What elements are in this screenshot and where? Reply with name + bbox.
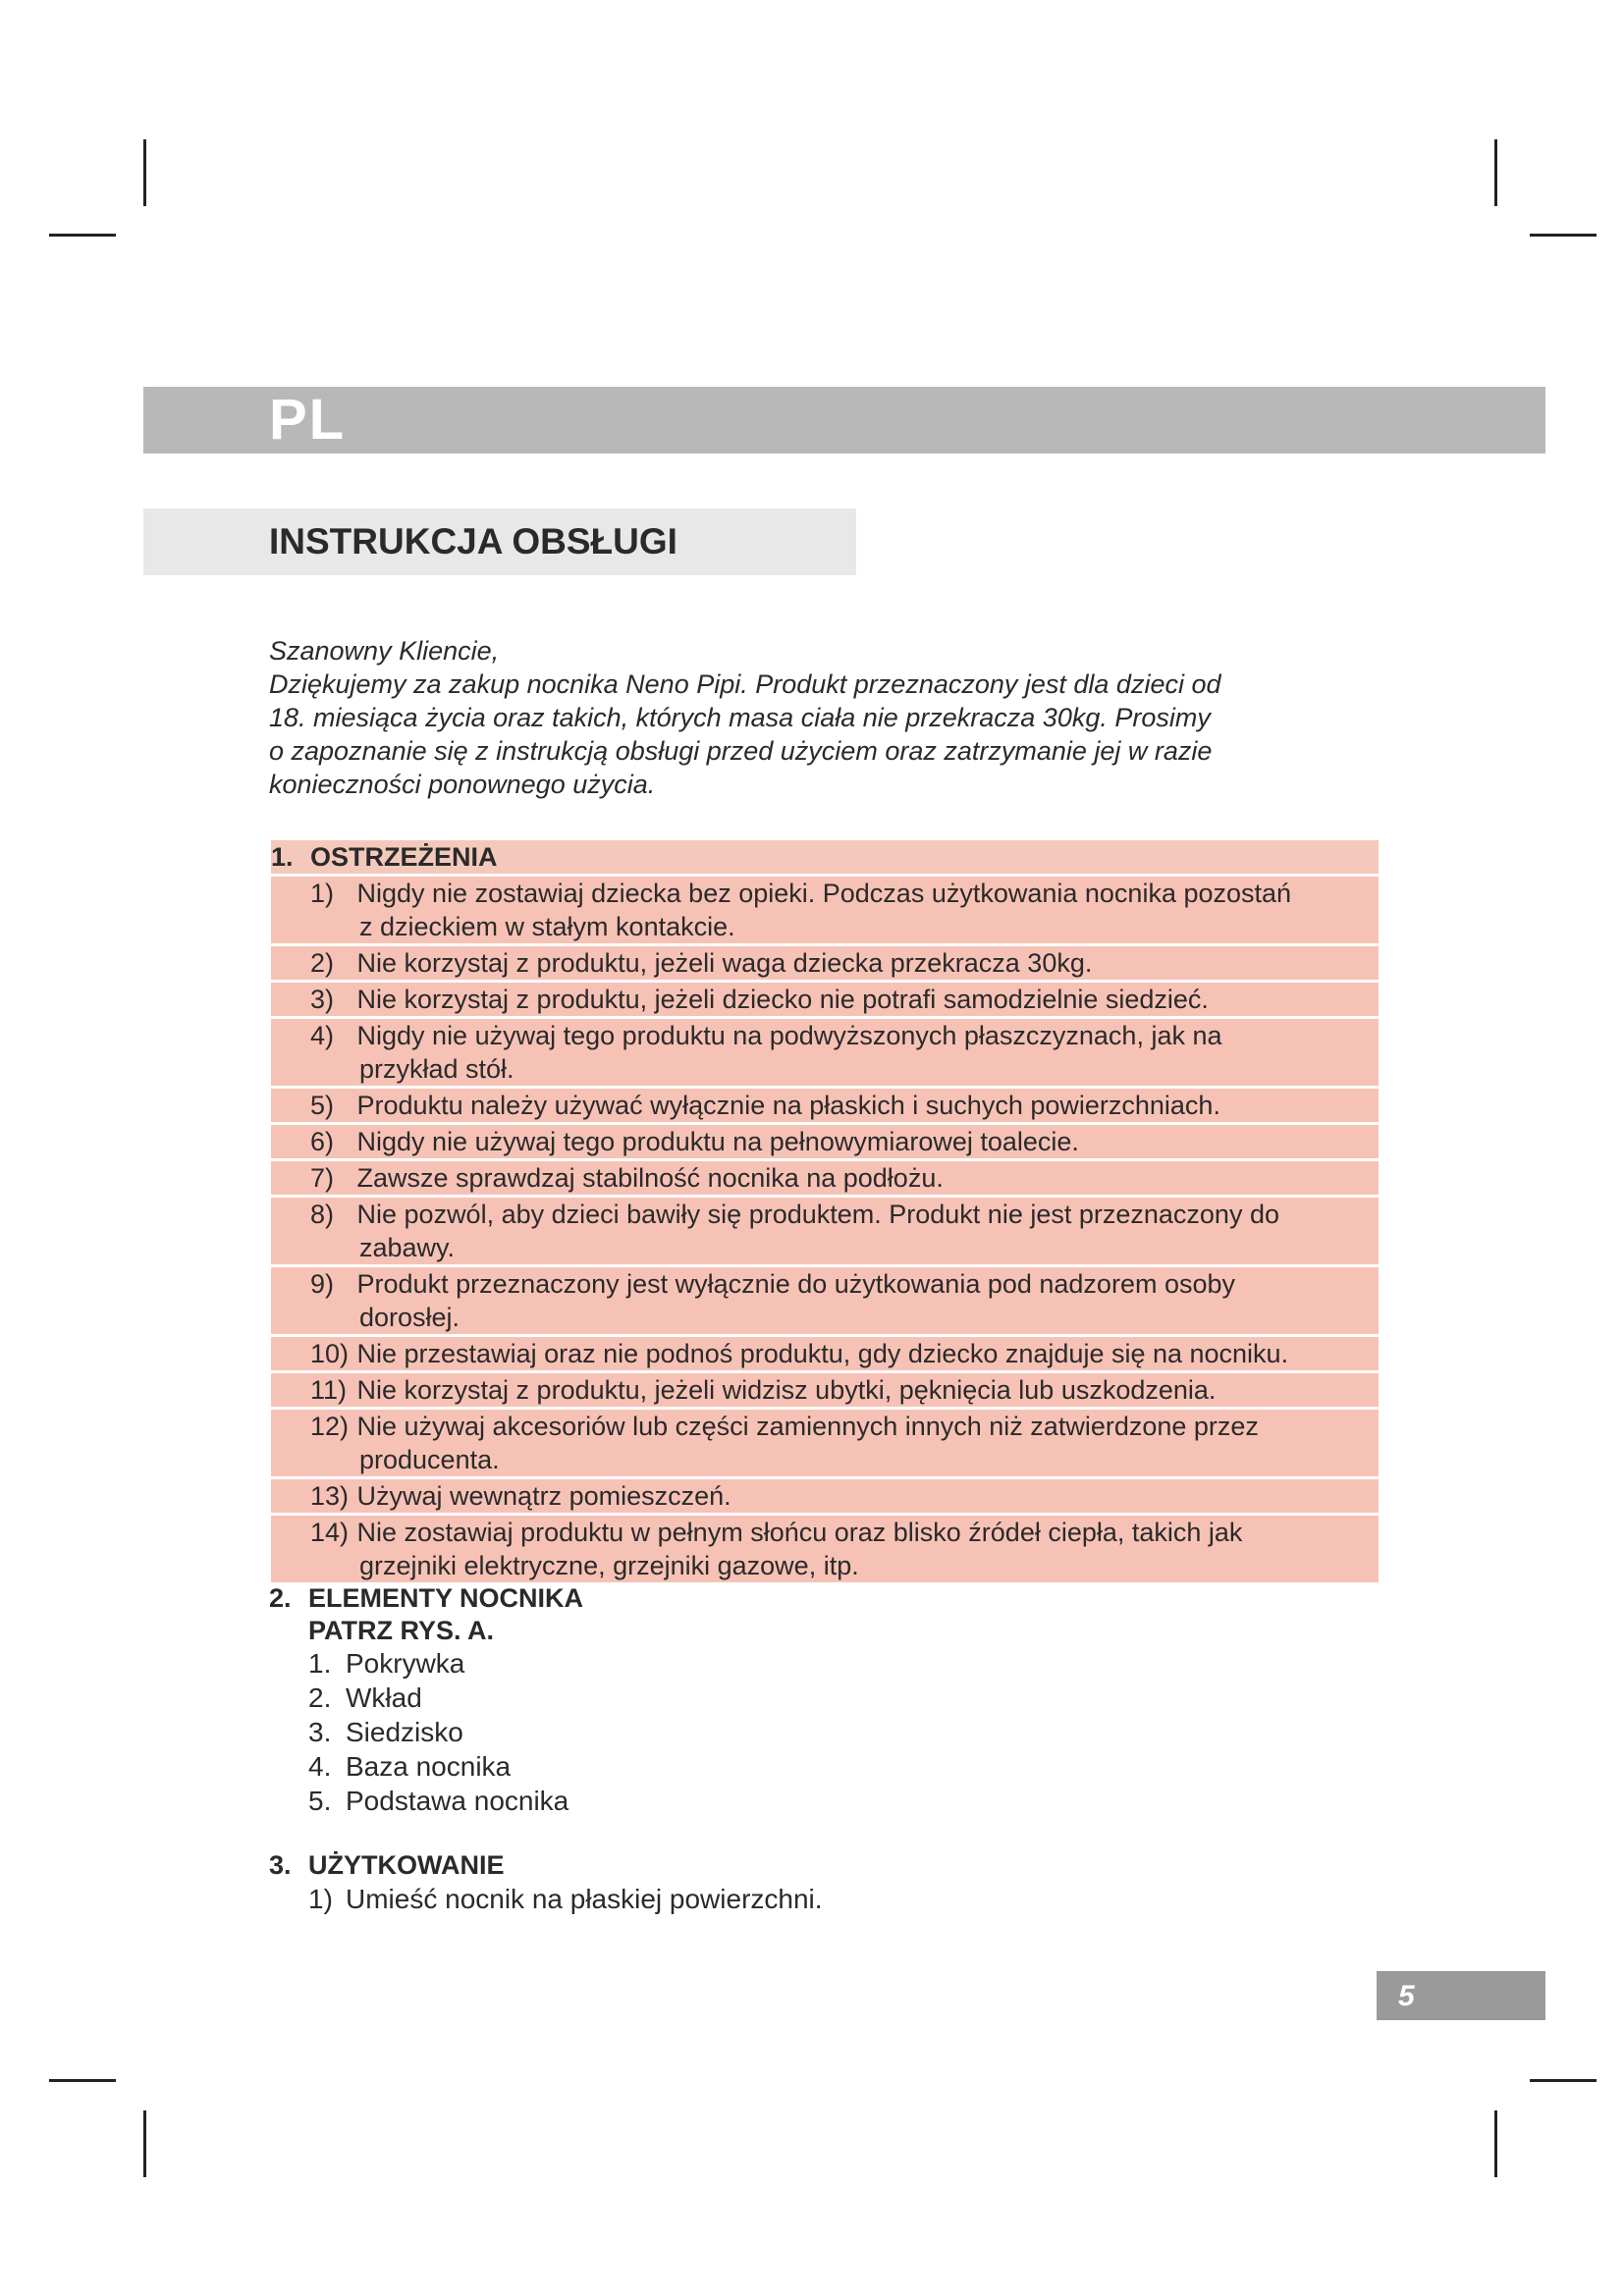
warning-item: [271, 1337, 1379, 1370]
item-text: Umieść nocnik na płaskiej powierzchni.: [346, 1884, 823, 1914]
elements-section: [269, 1582, 583, 1818]
item-text: Pokrywka: [346, 1648, 465, 1679]
warnings-section: [271, 840, 1379, 1582]
intro-line: o zapoznanie się z instrukcją obsługi przed użyciem oraz zatrzymanie jej w razie: [269, 736, 1213, 766]
item-text-cont: przykład stół.: [359, 1054, 514, 1084]
list-item: [269, 1784, 583, 1818]
item-text: Produkt przeznaczony jest wyłącznie do użytkowania pod nadzorem osoby: [356, 1269, 1235, 1299]
item-number: 3.: [308, 1717, 332, 1747]
warning-item: [271, 1019, 1379, 1086]
list-item: [269, 1646, 583, 1681]
item-number: 11): [310, 1375, 348, 1405]
page-title: INSTRUKCJA OBSŁUGI: [269, 521, 677, 561]
warning-item: [271, 1479, 1379, 1513]
warning-item: [271, 1161, 1379, 1195]
warning-item: [271, 877, 1379, 943]
section-title-bar: [143, 508, 856, 575]
page-number-box: [1377, 1971, 1545, 2020]
section-heading: ELEMENTY NOCNIKA: [308, 1583, 584, 1613]
item-text-cont: producenta.: [359, 1445, 500, 1474]
item-number: 3): [310, 985, 335, 1014]
list-item: [269, 1749, 583, 1784]
elements-list: [269, 1646, 583, 1818]
item-number: 4.: [308, 1751, 332, 1782]
section-heading: UŻYTKOWANIE: [308, 1850, 505, 1880]
item-number: 7): [310, 1163, 335, 1193]
item-text: Nie korzystaj z produktu, jeżeli waga dziecka przekracza 30kg.: [356, 948, 1093, 978]
item-text: Podstawa nocnika: [346, 1786, 569, 1816]
crop-mark: [1494, 139, 1497, 206]
warning-item: [271, 1516, 1379, 1582]
item-text: Nie korzystaj z produktu, jeżeli dziecko nie potrafi samodzielnie siedzieć.: [356, 985, 1209, 1014]
item-number: 12): [310, 1412, 350, 1441]
page-number: 5: [1398, 1980, 1415, 2012]
warnings-list: [271, 877, 1379, 1582]
language-bar: [143, 387, 1545, 454]
crop-mark: [1530, 234, 1597, 237]
crop-mark: [143, 2110, 146, 2177]
elements-heading: [269, 1582, 583, 1615]
item-number: 1): [310, 879, 335, 908]
warning-item: [271, 1267, 1379, 1334]
warning-item: [271, 1125, 1379, 1158]
item-number: 9): [310, 1269, 335, 1299]
usage-section: [269, 1849, 823, 1916]
section-number: 2.: [269, 1583, 292, 1613]
item-text: Wkład: [346, 1682, 422, 1713]
warning-item: [271, 1410, 1379, 1476]
item-text-cont: grzejniki elektryczne, grzejniki gazowe, itp.: [359, 1551, 859, 1580]
item-text: Nigdy nie zostawiaj dziecka bez opieki. Podczas użytkowania nocnika pozostań: [356, 879, 1292, 908]
usage-heading: [269, 1849, 823, 1882]
item-number: 5): [310, 1091, 335, 1120]
section-heading: OSTRZEŻENIA: [310, 842, 498, 872]
item-number: 6): [310, 1127, 335, 1156]
warning-item: [271, 1373, 1379, 1407]
item-number: 1.: [308, 1648, 332, 1679]
item-text: Nie używaj akcesoriów lub części zamiennych innych niż zatwierdzone przez: [356, 1412, 1259, 1441]
item-text: Zawsze sprawdzaj stabilność nocnika na podłożu.: [356, 1163, 944, 1193]
warning-item: [271, 1089, 1379, 1122]
figure-reference: PATRZ RYS. A.: [308, 1616, 494, 1645]
list-item: [269, 1715, 583, 1749]
intro-line: 18. miesiąca życia oraz takich, których masa ciała nie przekracza 30kg. Prosimy: [269, 703, 1211, 732]
item-number: 10): [310, 1339, 350, 1368]
list-item: [269, 1681, 583, 1715]
item-text-cont: z dzieckiem w stałym kontakcie.: [359, 912, 735, 941]
item-number: 1): [308, 1884, 333, 1914]
item-number: 14): [310, 1518, 350, 1547]
greeting: Szanowny Kliencie,: [269, 636, 500, 666]
usage-list: [269, 1882, 823, 1916]
item-text-cont: zabawy.: [359, 1233, 456, 1262]
intro-line: konieczności ponownego użycia.: [269, 770, 656, 799]
crop-mark: [1494, 2110, 1497, 2177]
crop-mark: [49, 2079, 116, 2082]
warning-item: [271, 983, 1379, 1016]
item-text: Nie przestawiaj oraz nie podnoś produktu, gdy dziecko znajduje się na nocniku.: [356, 1339, 1289, 1368]
item-number: 5.: [308, 1786, 332, 1816]
warnings-heading: [271, 840, 1379, 874]
item-number: 2): [310, 948, 335, 978]
item-text: Siedzisko: [346, 1717, 463, 1747]
item-number: 4): [310, 1021, 335, 1050]
language-code: PL: [269, 388, 347, 452]
item-text-cont: dorosłej.: [359, 1303, 460, 1332]
item-number: 13): [310, 1481, 350, 1511]
warning-item: [271, 946, 1379, 980]
item-text: Nie zostawiaj produktu w pełnym słońcu oraz blisko źródeł ciepła, takich jak: [356, 1518, 1243, 1547]
crop-mark: [49, 234, 116, 237]
crop-mark: [1530, 2079, 1597, 2082]
item-text: Baza nocnika: [346, 1751, 512, 1782]
item-text: Produktu należy używać wyłącznie na płaskich i suchych powierzchniach.: [356, 1091, 1220, 1120]
section-number: 1.: [271, 842, 294, 872]
item-number: 8): [310, 1200, 335, 1229]
item-text: Nigdy nie używaj tego produktu na podwyższonych płaszczyznach, jak na: [356, 1021, 1222, 1050]
crop-mark: [143, 139, 146, 206]
intro-paragraph: [269, 634, 1349, 801]
warning-item: [271, 1198, 1379, 1264]
item-text: Nigdy nie używaj tego produktu na pełnowymiarowej toalecie.: [356, 1127, 1079, 1156]
intro-line: Dziękujemy za zakup nocnika Neno Pipi. Produkt przeznaczony jest dla dzieci od: [269, 669, 1221, 699]
item-text: Używaj wewnątrz pomieszczeń.: [356, 1481, 731, 1511]
section-number: 3.: [269, 1850, 292, 1880]
list-item: [269, 1882, 823, 1916]
item-text: Nie korzystaj z produktu, jeżeli widzisz ubytki, pęknięcia lub uszkodzenia.: [356, 1375, 1217, 1405]
item-number: 2.: [308, 1682, 332, 1713]
item-text: Nie pozwól, aby dzieci bawiły się produktem. Produkt nie jest przeznaczony do: [356, 1200, 1279, 1229]
